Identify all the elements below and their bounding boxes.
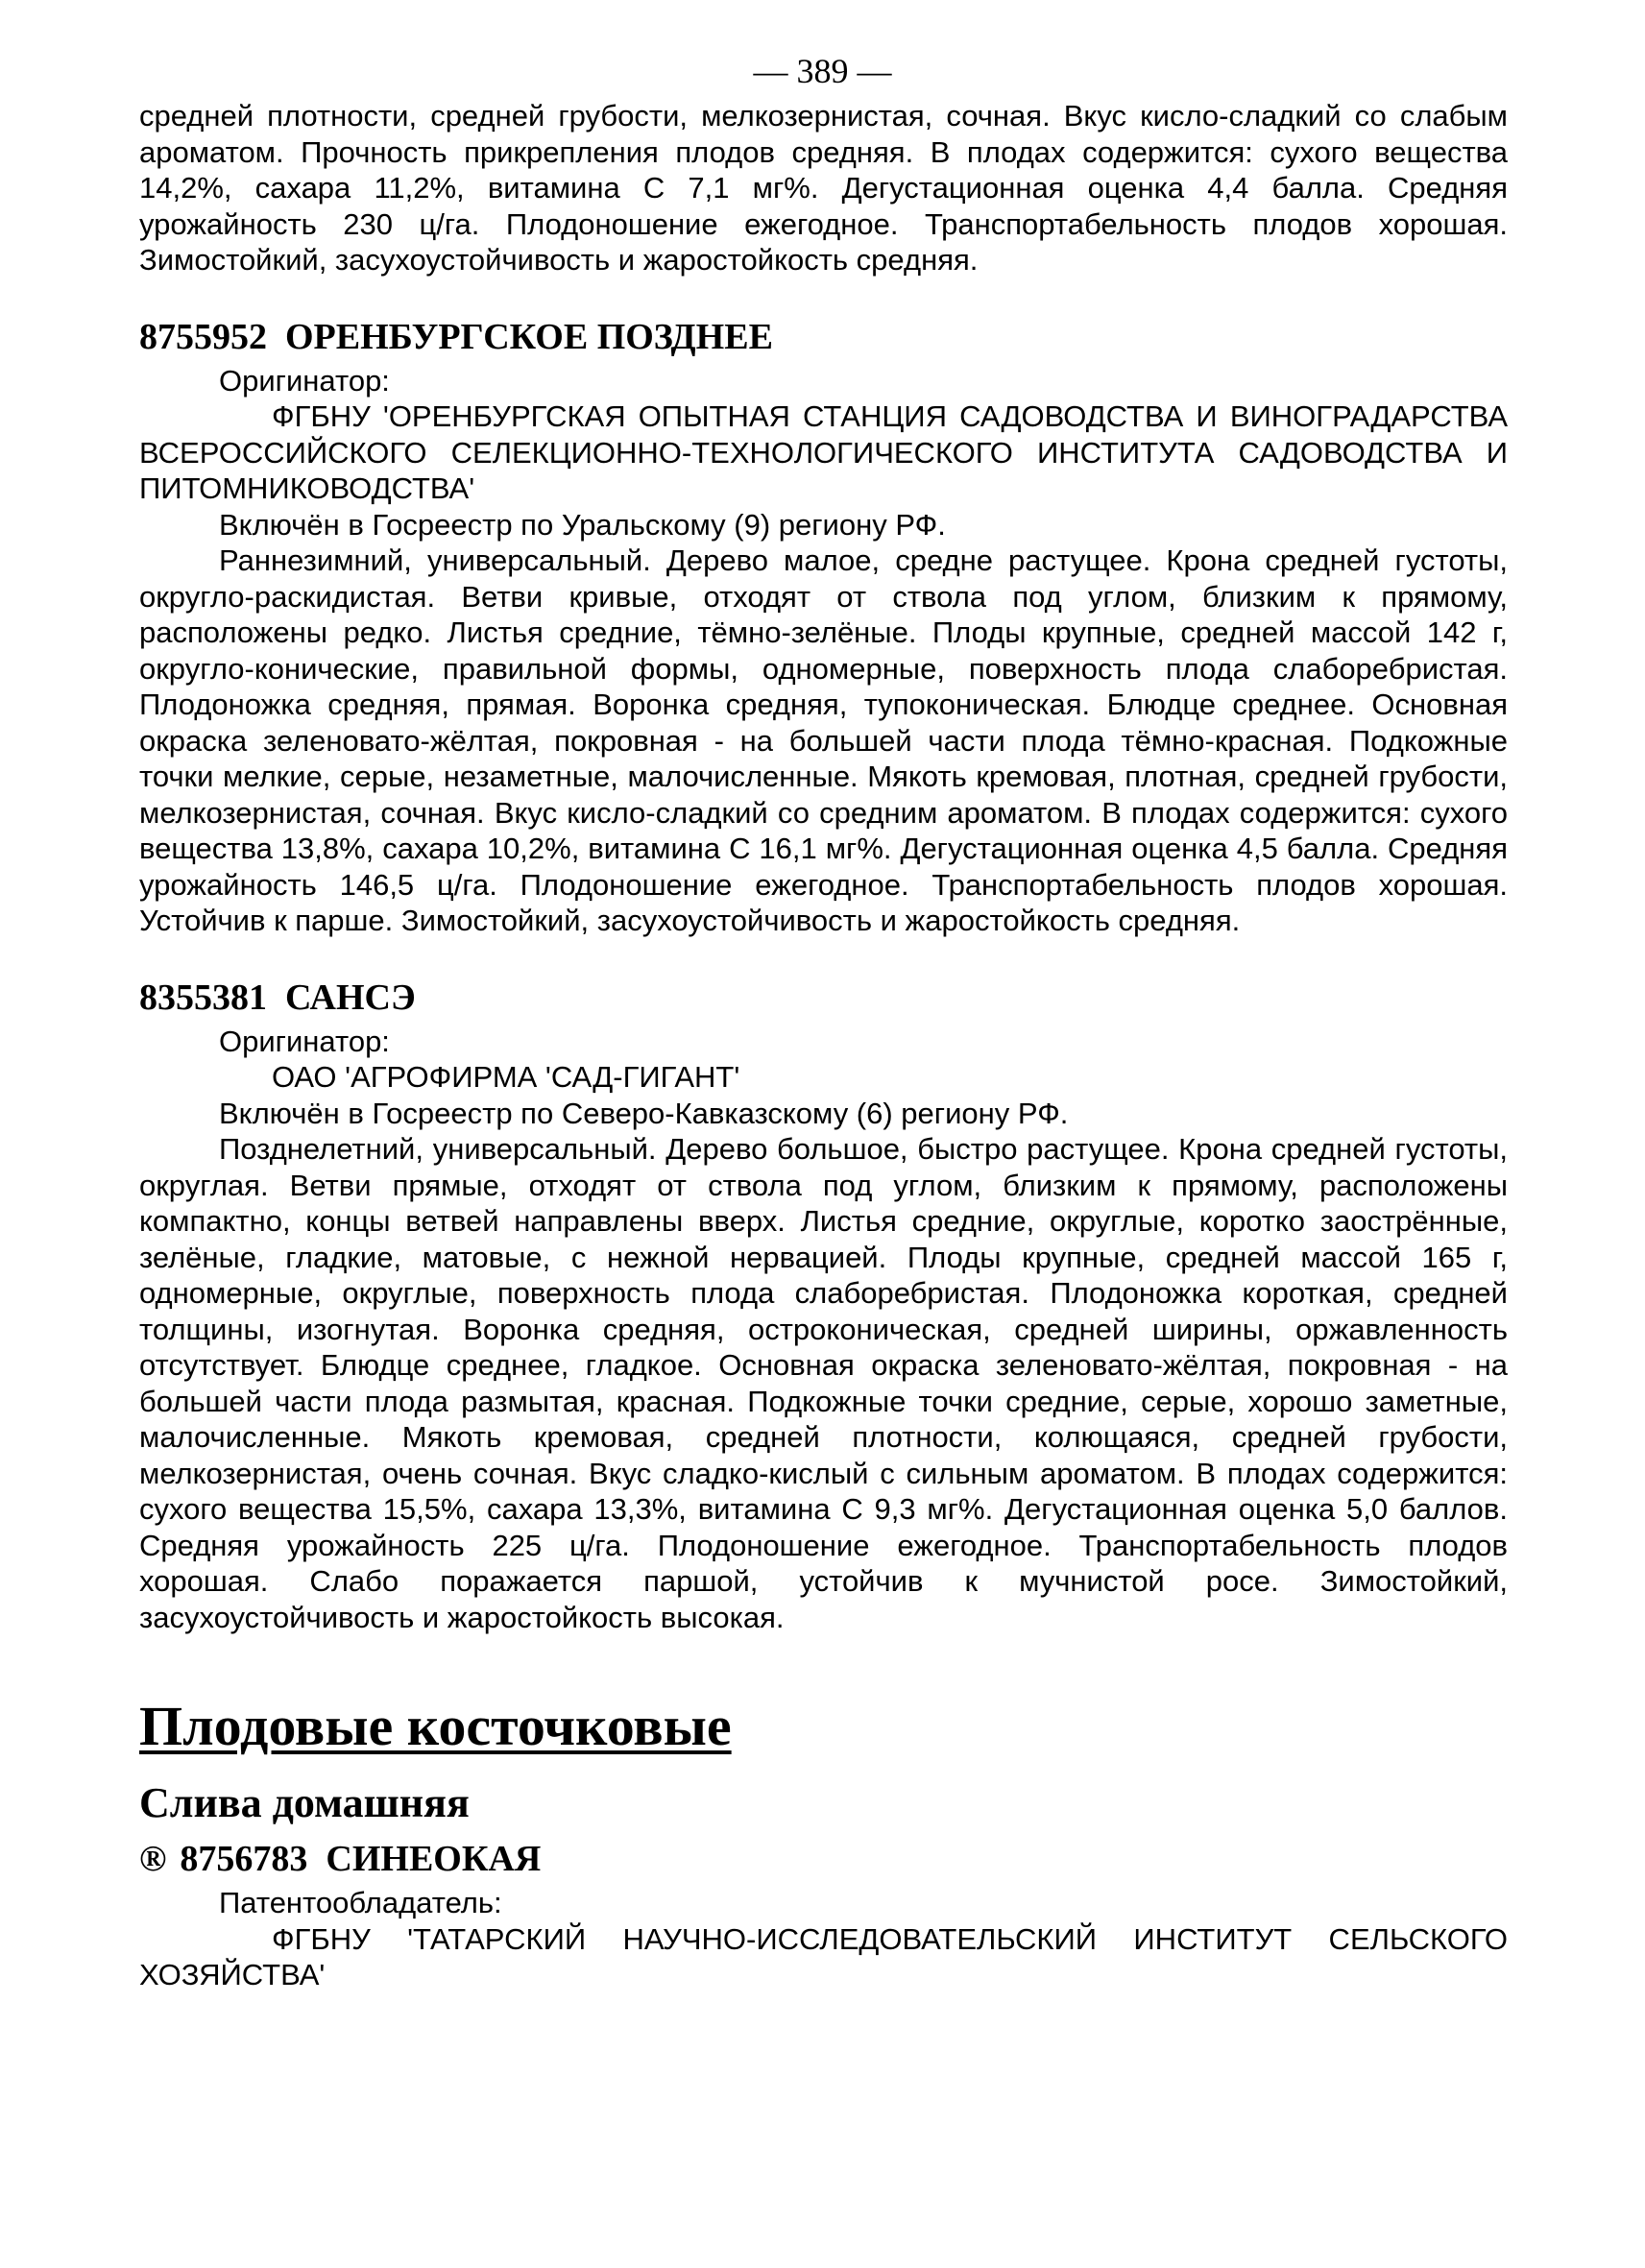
originator-name: ФГБНУ 'ОРЕНБУРГСКАЯ ОПЫТНАЯ СТАНЦИЯ САДОВОДСТВА И ВИНОГРАДАРСТВА ВСЕРОССИЙСКОГО СЕЛЕКЦИОННО-ТЕХНОЛОГИЧЕСКОГО ИНСТИТУТА САДОВОДСТВА И ПИТОМНИКОВОДСТВА': [139, 399, 1508, 505]
variety-heading: 8355381 САНСЭ: [139, 977, 416, 1018]
originator-label: Оригинатор:: [219, 363, 390, 398]
registry-note: Включён в Госреестр по Северо-Кавказскому (6) региону РФ.: [219, 1096, 1069, 1130]
variety-heading: [139, 1837, 1508, 1881]
variety-heading: 8755952 ОРЕНБУРГСКОЕ ПОЗДНЕЕ: [139, 316, 773, 357]
document-body: [139, 98, 1508, 1993]
originator-label: Оригинатор:: [219, 1024, 390, 1058]
page-number: — 389 —: [753, 52, 892, 90]
variety-entry-sanse: [139, 976, 1508, 1636]
section-heading: Плодовые косточковые: [139, 1695, 732, 1757]
variety-description: Раннезимний, универсальный. Дерево малое, средне растущее. Крона средней густоты, округло-раскидистая. Ветви кривые, отходят от ствола под углом, близким к прямому, расположены редко. Листья средние, тёмно-зелёные. Плоды крупные, средней массой 142 г, округло-конические, правильной формы, одномерные, поверхность плода слаборебристая. Плодоножка средняя, прямая. Воронка средняя, тупоконическая. Блюдце среднее. Основная окраска зеленовато-жёлтая, покровная - на большей части плода тёмно-красная. Подкожные точки мелкие, серые, незаметные, малочисленные. Мякоть кремовая, плотная, средней грубости, мелкозернистая, сочная. Вкус кисло-сладкий со средним ароматом. В плодах содержится: сухого вещества 13,8%, сахара 10,2%, витамина С 16,1 мг%. Дегустационная оценка 4,5 балла. Средняя урожайность 146,5 ц/га. Плодоношение ежегодное. Транспортабельность плодов хорошая. Устойчив к парше. Зимостойкий, засухоустойчивость и жаростойкость средняя.: [139, 543, 1508, 937]
variety-heading-text: 8756783 СИНЕОКАЯ: [180, 1839, 542, 1879]
registered-mark-icon: ®: [139, 1839, 167, 1879]
variety-entry-sineokaya: [139, 1837, 1508, 1993]
intro-paragraph: средней плотности, средней грубости, мелкозернистая, сочная. Вкус кисло-сладкий со слабым ароматом. Прочность прикрепления плодов средняя. В плодах содержится: сухого вещества 14,2%, сахара 11,2%, витамина С 7,1 мг%. Дегустационная оценка 4,4 балла. Средняя урожайность 230 ц/га. Плодоношение ежегодное. Транспортабельность плодов хорошая. Зимостойкий, засухоустойчивость и жаростойкость средняя.: [139, 99, 1508, 277]
patent-holder-label: Патентообладатель:: [219, 1886, 502, 1919]
patent-holder-name: ФГБНУ 'ТАТАРСКИЙ НАУЧНО-ИССЛЕДОВАТЕЛЬСКИЙ ИНСТИТУТ СЕЛЬСКОГО ХОЗЯЙСТВА': [139, 1921, 1508, 1991]
species-heading: Слива домашняя: [139, 1779, 470, 1826]
registry-note: Включён в Госреестр по Уральскому (9) региону РФ.: [219, 507, 946, 542]
originator-name: ОАО 'АГРОФИРМА 'САД-ГИГАНТ': [272, 1060, 740, 1094]
variety-description: Позднелетний, универсальный. Дерево большое, быстро растущее. Крона средней густоты, округлая. Ветви прямые, отходят от ствола под углом, близким к прямому, расположены компактно, концы ветвей направлены вверх. Листья средние, округлые, коротко заострённые, зелёные, гладкие, матовые, с нежной нервацией. Плоды крупные, средней массой 165 г, одномерные, округлые, поверхность плода слаборебристая. Плодоножка короткая, средней толщины, изогнутая. Воронка средняя, остроконическая, средней ширины, оржавленность отсутствует. Блюдце среднее, гладкое. Основная окраска зеленовато-жёлтая, покровная - на большей части плода размытая, красная. Подкожные точки средние, серые, хорошо заметные, малочисленные. Мякоть кремовая, средней плотности, колющаяся, средней грубости, мелкозернистая, очень сочная. Вкус сладко-кислый с сильным ароматом. В плодах содержится: сухого вещества 15,5%, сахара 13,3%, витамина С 9,3 мг%. Дегустационная оценка 5,0 баллов. Средняя урожайность 225 ц/га. Плодоношение ежегодное. Транспортабельность плодов хорошая. Слабо поражается паршой, устойчив к мучнистой росе. Зимостойкий, засухоустойчивость и жаростойкость высокая.: [139, 1132, 1508, 1634]
variety-entry-orenburgskoe: [139, 315, 1508, 939]
